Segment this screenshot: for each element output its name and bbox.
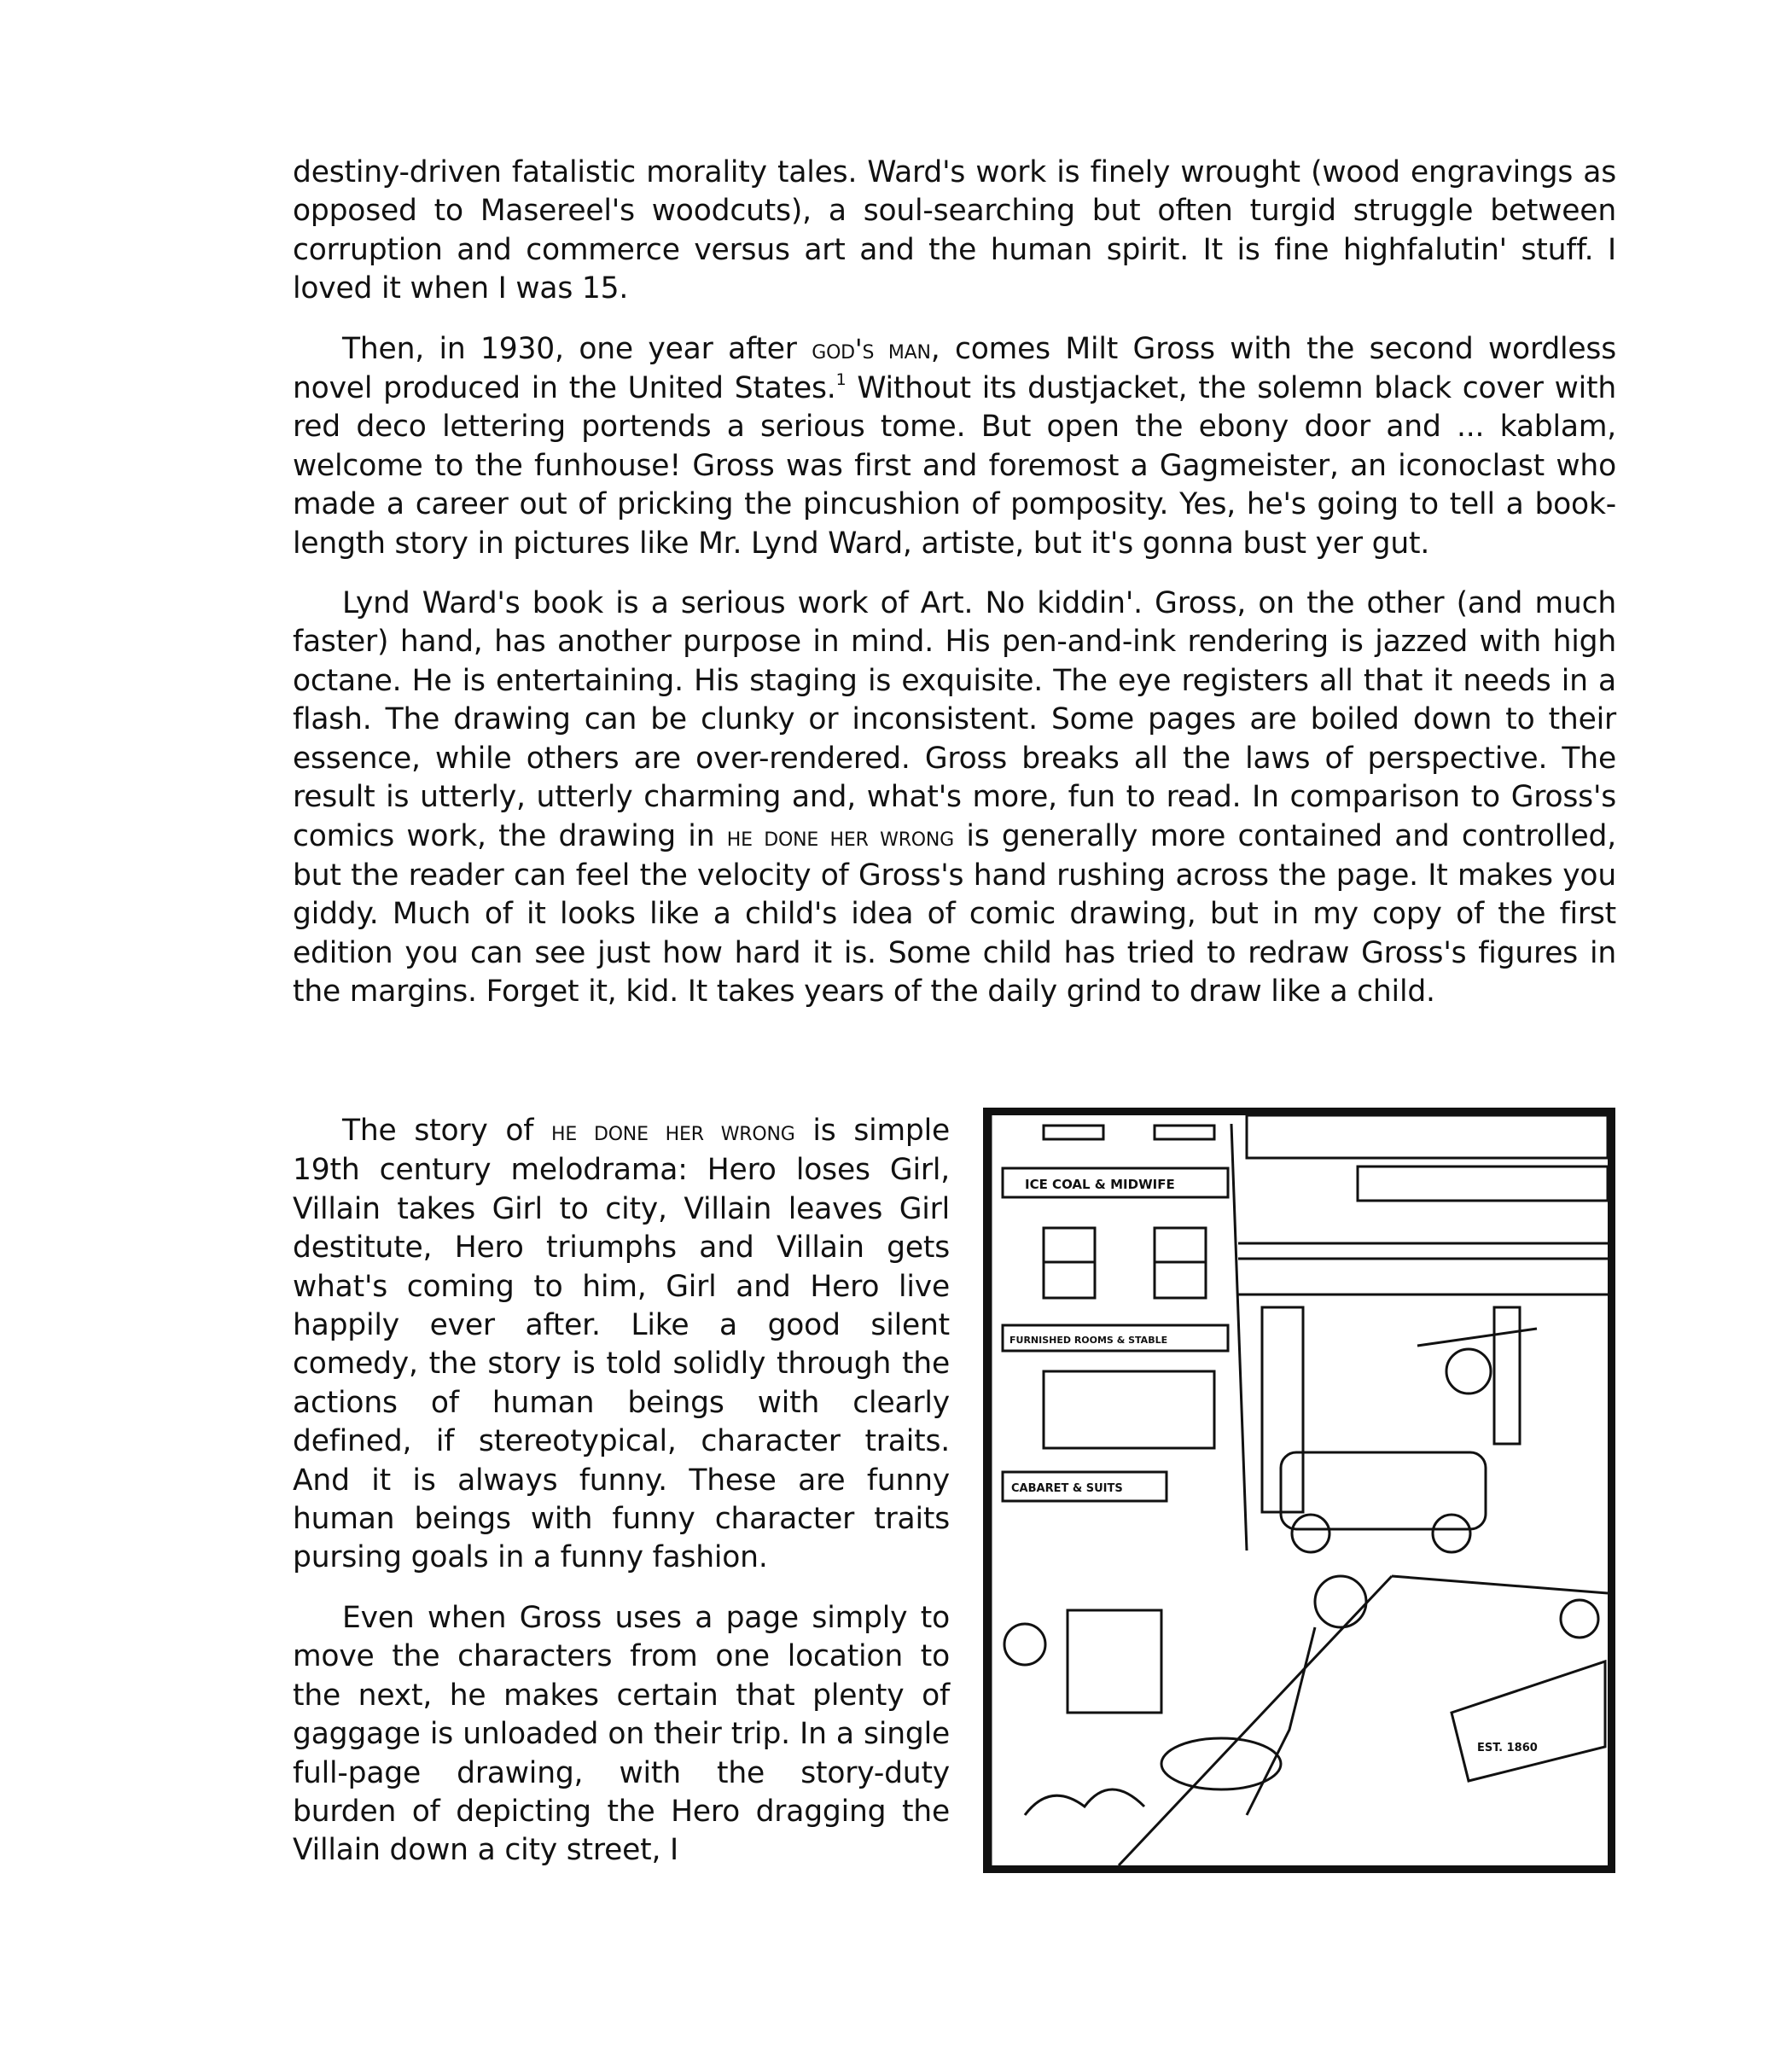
car-wheel-front	[1292, 1515, 1329, 1552]
street-curb-right	[1392, 1576, 1608, 1593]
window-top-right	[1155, 1126, 1214, 1139]
cart-label-text: EST. 1860	[1477, 1742, 1538, 1754]
sign-ice-coal-text: ICE COAL & MIDWIFE	[1025, 1177, 1175, 1192]
villain-dragged	[1161, 1738, 1281, 1789]
elevated-train	[1358, 1167, 1608, 1201]
paragraph-4-text-a: The story of	[342, 1114, 551, 1148]
seesaw-figure	[1446, 1349, 1491, 1393]
car-wheel-rear	[1433, 1515, 1470, 1552]
street-curb-left	[1119, 1576, 1392, 1865]
paragraph-2	[293, 330, 1616, 563]
hero-figure	[1315, 1576, 1366, 1627]
paragraph-2-text-b: , comes Milt Gross with the second wordless novel produced in the United States.	[293, 331, 1616, 406]
vendor-figure	[1561, 1600, 1598, 1638]
paragraph-3	[293, 585, 1616, 1011]
paragraph-5-text: Even when Gross uses a page simply to move the characters from one location to the next, he makes certain that plenty of gaggage is unloaded on their trip. In a single full-page drawing, with the story-duty burden of depicting the Hero dragging the Villain down a city street, I	[293, 1600, 950, 1868]
window-top-left	[1044, 1126, 1103, 1139]
building-corner	[1231, 1124, 1247, 1551]
fruit-cart	[1452, 1661, 1605, 1781]
paragraph-3-text-b: is generally more contained and controlled, but the reader can feel the velocity of Gross's hand rushing across the page. It makes you giddy. Much of it looks like a child's idea of comic drawing, but in my copy of the first edition you can see just how hard it is. Some child has tried to redraw Gross's figures in the margins. Forget it, kid. It takes years of the daily grind to draw like a child.	[293, 818, 1616, 1009]
book-title-he-done-her-wrong: he done her wrong	[726, 821, 955, 852]
window-horse	[1044, 1371, 1214, 1448]
train-cloud	[1247, 1115, 1608, 1158]
newsstand	[1068, 1610, 1161, 1713]
cop-figure	[1004, 1624, 1045, 1665]
el-pillar-left	[1262, 1307, 1303, 1512]
sign-furnished-text: FURNISHED ROOMS & STABLE	[1009, 1335, 1168, 1346]
paragraph-3-text-a: Lynd Ward's book is a serious work of Art. No kiddin'. Gross, on the other (and much faster) hand, has another purpose in mind. His pen-and-ink rendering is jazzed with high octane. He is entertaining. His staging is exquisite. The eye registers all that it needs in a flash. The drawing can be clunky or inconsistent. Some pages are boiled down to their essence, while others are over-rendered. Gross breaks all the laws of perspective. The result is utterly, utterly charming and, what's more, fun to read. In comparison to Gross's comics work, the drawing in	[293, 586, 1616, 853]
paragraph-4-text-b: is simple 19th century melodrama: Hero loses Girl, Villain takes Girl to city, Villain leaves Girl destitute, Hero triumphs and Villain gets what's coming to him, Girl and Hero live happily ever after. Like a good silent comedy, the story is told solidly through the actions of human beings with clearly defined, if stereotypical, character traits. And it is always funny. These are funny human beings with funny character traits pursing goals in a funny fashion.	[293, 1114, 950, 1575]
book-title-he-done-her-wrong-2: he done her wrong	[551, 1116, 795, 1147]
left-column	[293, 1112, 950, 1871]
sign-cabaret-text: CABARET & SUITS	[1011, 1482, 1123, 1495]
hero-body	[1247, 1627, 1315, 1815]
book-title-gods-man: god's man	[812, 334, 931, 365]
footnote-marker: 1	[835, 369, 847, 389]
cartoon-illustration	[983, 1108, 1615, 1873]
automobile	[1281, 1452, 1486, 1529]
el-pillar-right	[1494, 1307, 1520, 1444]
paragraph-1	[293, 154, 1616, 309]
paragraph-1-text: destiny-driven fatalistic morality tales. Ward's work is finely wrought (wood engravings as opposed to Masereel's woodcuts), a soul-searching but often turgid struggle between corruption and commerce versus art and the human spirit. It is fine highfalutin' stuff. I loved it when I was 15.	[293, 155, 1616, 306]
paragraph-4	[293, 1112, 950, 1578]
dust-cloud	[1025, 1789, 1144, 1815]
cartoon-drawing	[991, 1115, 1608, 1865]
paragraph-2-text-a: Then, in 1930, one year after	[342, 331, 812, 366]
paragraph-2-text-c: Without its dustjacket, the solemn black cover with red deco lettering portends a serious tome. But open the ebony door and ... kablam, welcome to the funhouse! Gross was first and foremost a Gagmeister, an iconoclast who made a career out of pricking the pincushion of pomposity. Yes, he's going to tell a book-length story in pictures like Mr. Lynd Ward, artiste, but it's gonna bust yer gut.	[293, 371, 1617, 561]
paragraph-5	[293, 1599, 950, 1871]
